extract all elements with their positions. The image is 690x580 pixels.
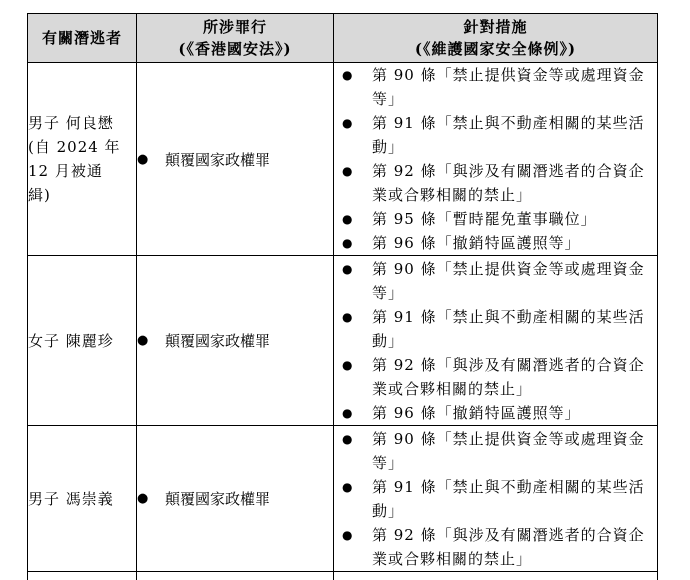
absconder-name: 男子 何良懋 (自 2024 年 12 月被通 緝) xyxy=(28,114,121,204)
table-row xyxy=(28,256,658,426)
header-offences-title: 所涉罪行 xyxy=(202,18,267,36)
measure-text: 第 91 條「禁止與不動產相關的某些活動」 xyxy=(372,307,645,350)
measure-item xyxy=(340,427,657,475)
measure-item xyxy=(340,257,657,305)
header-measures-law: (《維護國家安全條例》) xyxy=(414,40,577,58)
absconder-name: 男子 馮崇義 xyxy=(28,489,114,508)
measure-item xyxy=(340,159,657,207)
bullet-icon: ● xyxy=(342,261,354,276)
measure-item xyxy=(340,207,657,231)
table-row-cut-off xyxy=(28,572,658,580)
header-measures xyxy=(334,14,658,63)
absconder-name-cell xyxy=(28,426,137,572)
header-offences-law: (《香港國安法》) xyxy=(178,40,292,58)
bullet-icon: ● xyxy=(342,431,354,446)
bullet-icon: ● xyxy=(342,164,354,178)
measure-item xyxy=(340,63,657,111)
measures-list xyxy=(334,63,657,255)
bullet-icon: ● xyxy=(137,333,149,348)
measure-text: 第 96 條「撤銷特區護照等」 xyxy=(372,234,581,252)
absconder-name-cell xyxy=(28,256,137,426)
offence-cell xyxy=(137,256,334,426)
header-offences xyxy=(137,14,334,63)
bullet-icon: ● xyxy=(342,212,354,226)
table-row xyxy=(28,63,658,256)
empty-cell xyxy=(28,572,137,580)
measures-cell xyxy=(334,256,658,426)
measure-text: 第 95 條「暫時罷免董事職位」 xyxy=(372,210,597,228)
bullet-icon: ● xyxy=(342,68,354,82)
bullet-icon: ● xyxy=(342,116,354,130)
measure-text: 第 91 條「禁止與不動產相關的某些活動」 xyxy=(372,477,645,520)
empty-cell xyxy=(137,572,334,580)
offence-item xyxy=(137,488,333,509)
measure-text: 第 90 條「禁止提供資金等或處理資金等」 xyxy=(372,259,645,302)
measures-list xyxy=(334,427,657,571)
measure-text: 第 91 條「禁止與不動產相關的某些活動」 xyxy=(372,114,645,156)
offence-text: 顛覆國家政權罪 xyxy=(165,490,271,508)
offence-cell xyxy=(137,426,334,572)
measure-item xyxy=(340,523,657,571)
table-row xyxy=(28,426,658,572)
measure-item xyxy=(340,111,657,159)
header-measures-title: 針對措施 xyxy=(463,18,528,36)
absconder-name-cell xyxy=(28,63,137,256)
measure-item xyxy=(340,305,657,353)
bullet-icon: ● xyxy=(342,527,354,542)
offence-item xyxy=(137,330,333,351)
bullet-icon: ● xyxy=(342,309,354,324)
measure-item xyxy=(340,231,657,255)
measures-cell xyxy=(334,63,658,256)
offence-item xyxy=(137,149,333,170)
measure-item xyxy=(340,401,657,425)
offence-text: 顛覆國家政權罪 xyxy=(165,150,271,169)
table-header-row xyxy=(28,14,658,63)
measure-item xyxy=(340,475,657,523)
measure-text: 第 92 條「與涉及有關潛逃者的合資企業或合夥相關的禁止」 xyxy=(372,162,645,204)
bullet-icon: ● xyxy=(342,479,354,494)
bullet-icon: ● xyxy=(137,491,149,506)
measures-table xyxy=(27,13,658,580)
bullet-icon: ● xyxy=(342,236,354,250)
measure-text: 第 90 條「禁止提供資金等或處理資金等」 xyxy=(372,66,645,108)
absconder-name: 女子 陳麗珍 xyxy=(28,331,114,350)
measure-text: 第 92 條「與涉及有關潛逃者的合資企業或合夥相關的禁止」 xyxy=(372,525,645,568)
header-absconders: 有關潛逃者 xyxy=(28,14,137,63)
bullet-icon: ● xyxy=(137,151,149,167)
measure-text: 第 92 條「與涉及有關潛逃者的合資企業或合夥相關的禁止」 xyxy=(372,355,645,398)
measure-item xyxy=(340,353,657,401)
measures-list xyxy=(334,257,657,425)
offence-cell xyxy=(137,63,334,256)
measure-text: 第 90 條「禁止提供資金等或處理資金等」 xyxy=(372,429,645,472)
empty-cell xyxy=(334,572,658,580)
offence-text: 顛覆國家政權罪 xyxy=(165,332,271,350)
bullet-icon: ● xyxy=(342,405,354,420)
bullet-icon: ● xyxy=(342,357,354,372)
measures-cell xyxy=(334,426,658,572)
measure-text: 第 96 條「撤銷特區護照等」 xyxy=(372,403,581,422)
